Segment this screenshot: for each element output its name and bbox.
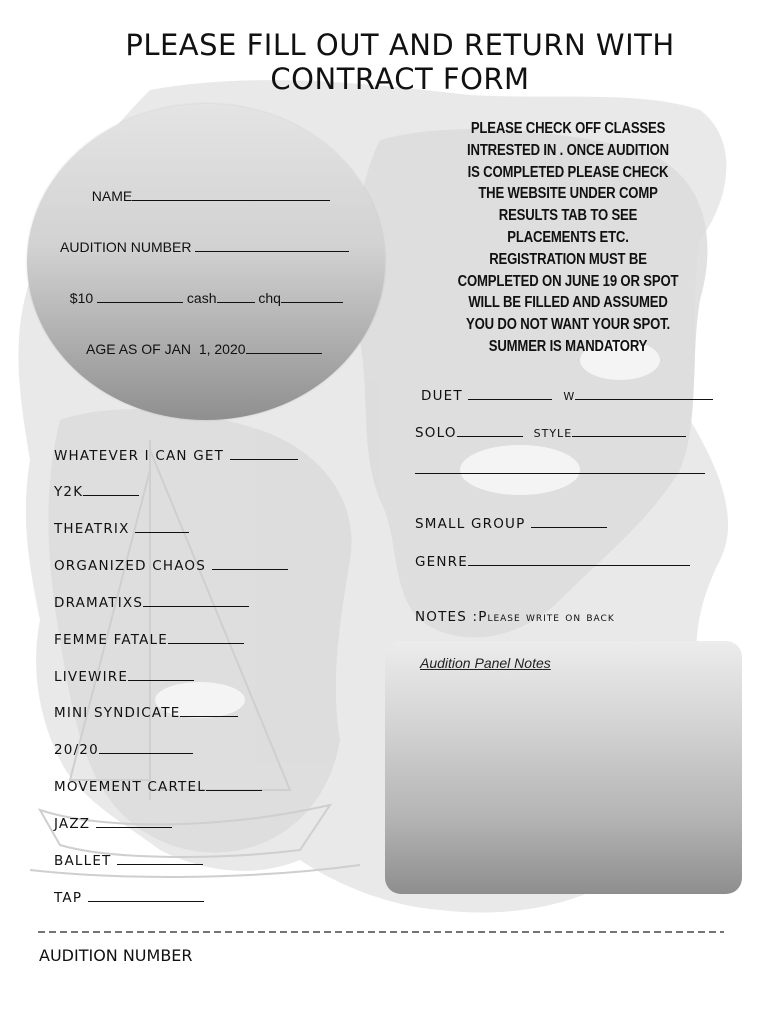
notes-field <box>404 593 615 625</box>
notice-line: INTRESTED IN . ONCE AUDITION <box>467 141 669 159</box>
notice-line: THE WEBSITE UNDER COMP <box>478 185 658 203</box>
notice-line: PLEASE CHECK OFF CLASSES <box>470 120 666 137</box>
class-label: BALLET <box>53 853 112 869</box>
class-label: TAP <box>53 890 83 906</box>
class-theatrix[interactable] <box>43 505 189 537</box>
chq-label: chq <box>258 290 281 306</box>
footer-audition-number-label: AUDITION NUMBER <box>39 946 193 965</box>
notice-line: WILL BE FILLED AND ASSUMED <box>468 294 668 312</box>
notes-text: Please write on back <box>478 609 615 625</box>
genre-label: GENRE <box>414 554 468 570</box>
class-label: MOVEMENT CARTEL <box>53 779 206 795</box>
style-label: STYLE <box>533 427 573 440</box>
fee-label: $10 <box>69 290 94 306</box>
registration-notice <box>456 118 679 358</box>
solo-field[interactable] <box>404 409 686 441</box>
style-extra-line[interactable] <box>404 446 705 478</box>
fee-field[interactable] <box>62 274 343 306</box>
class-label: MINI SYNDICATE <box>53 705 181 721</box>
class-label: 20/20 <box>53 742 99 758</box>
small-group-label: SMALL GROUP <box>414 516 526 532</box>
notice-line: COMPLETED ON JUNE 19 OR SPOT <box>457 272 679 290</box>
class-label: FEMME FATALE <box>53 632 168 648</box>
class-dramatixs[interactable] <box>43 579 249 611</box>
age-label: AGE AS OF JAN 1, 2020 <box>86 341 246 357</box>
duet-label: DUET <box>420 388 463 404</box>
class-mini-syndicate[interactable] <box>43 689 238 721</box>
class-label: JAZZ <box>53 816 91 832</box>
notice-line: IS COMPLETED PLEASE CHECK <box>467 163 669 181</box>
notice-line: REGISTRATION MUST BE <box>489 250 647 268</box>
form-title-line-2: CONTRACT FORM <box>270 62 530 96</box>
class-y2k[interactable] <box>43 468 139 500</box>
class-ballet[interactable] <box>43 837 203 869</box>
class-tap[interactable] <box>43 874 204 906</box>
notice-line: PLACEMENTS ETC. <box>507 228 629 246</box>
audition-panel-notes-box[interactable] <box>385 641 742 894</box>
age-field[interactable] <box>79 325 322 357</box>
audition-panel-notes-label: Audition Panel Notes <box>420 655 551 671</box>
class-jazz[interactable] <box>43 800 172 832</box>
notice-line: RESULTS TAB TO SEE <box>498 207 638 225</box>
class-movement-cartel[interactable] <box>43 763 262 795</box>
notice-line: SUMMER IS MANDATORY <box>488 337 648 355</box>
cash-label: cash <box>186 290 217 306</box>
class-20-20[interactable] <box>43 726 193 758</box>
class-label: THEATRIX <box>53 521 130 537</box>
genre-field[interactable] <box>404 538 690 570</box>
class-whatever-i-can-get[interactable] <box>43 432 298 464</box>
class-label: DRAMATIXS <box>53 595 144 611</box>
tear-off-dashed-line <box>38 930 724 934</box>
class-label: Y2K <box>53 484 84 500</box>
audition-number-label: AUDITION NUMBER <box>60 239 192 255</box>
notes-label: NOTES : <box>414 609 479 625</box>
class-label: ORGANIZED CHAOS <box>53 558 207 574</box>
name-label: NAME <box>91 188 133 204</box>
class-organized-chaos[interactable] <box>43 542 288 574</box>
class-femme-fatale[interactable] <box>43 616 244 648</box>
form-title-line-1: PLEASE FILL OUT AND RETURN WITH <box>125 28 675 62</box>
solo-label: SOLO <box>414 425 457 441</box>
notice-line: YOU DO NOT WANT YOUR SPOT. <box>466 316 670 334</box>
class-label: LIVEWIRE <box>53 669 129 685</box>
audition-number-field[interactable] <box>53 223 349 255</box>
small-group-field[interactable] <box>404 500 607 532</box>
w-label: W <box>563 390 576 403</box>
class-label: WHATEVER I CAN GET <box>53 448 225 464</box>
class-livewire[interactable] <box>43 653 194 685</box>
duet-field[interactable] <box>410 372 713 404</box>
personal-info-circle <box>27 104 385 420</box>
name-field[interactable] <box>84 172 330 204</box>
